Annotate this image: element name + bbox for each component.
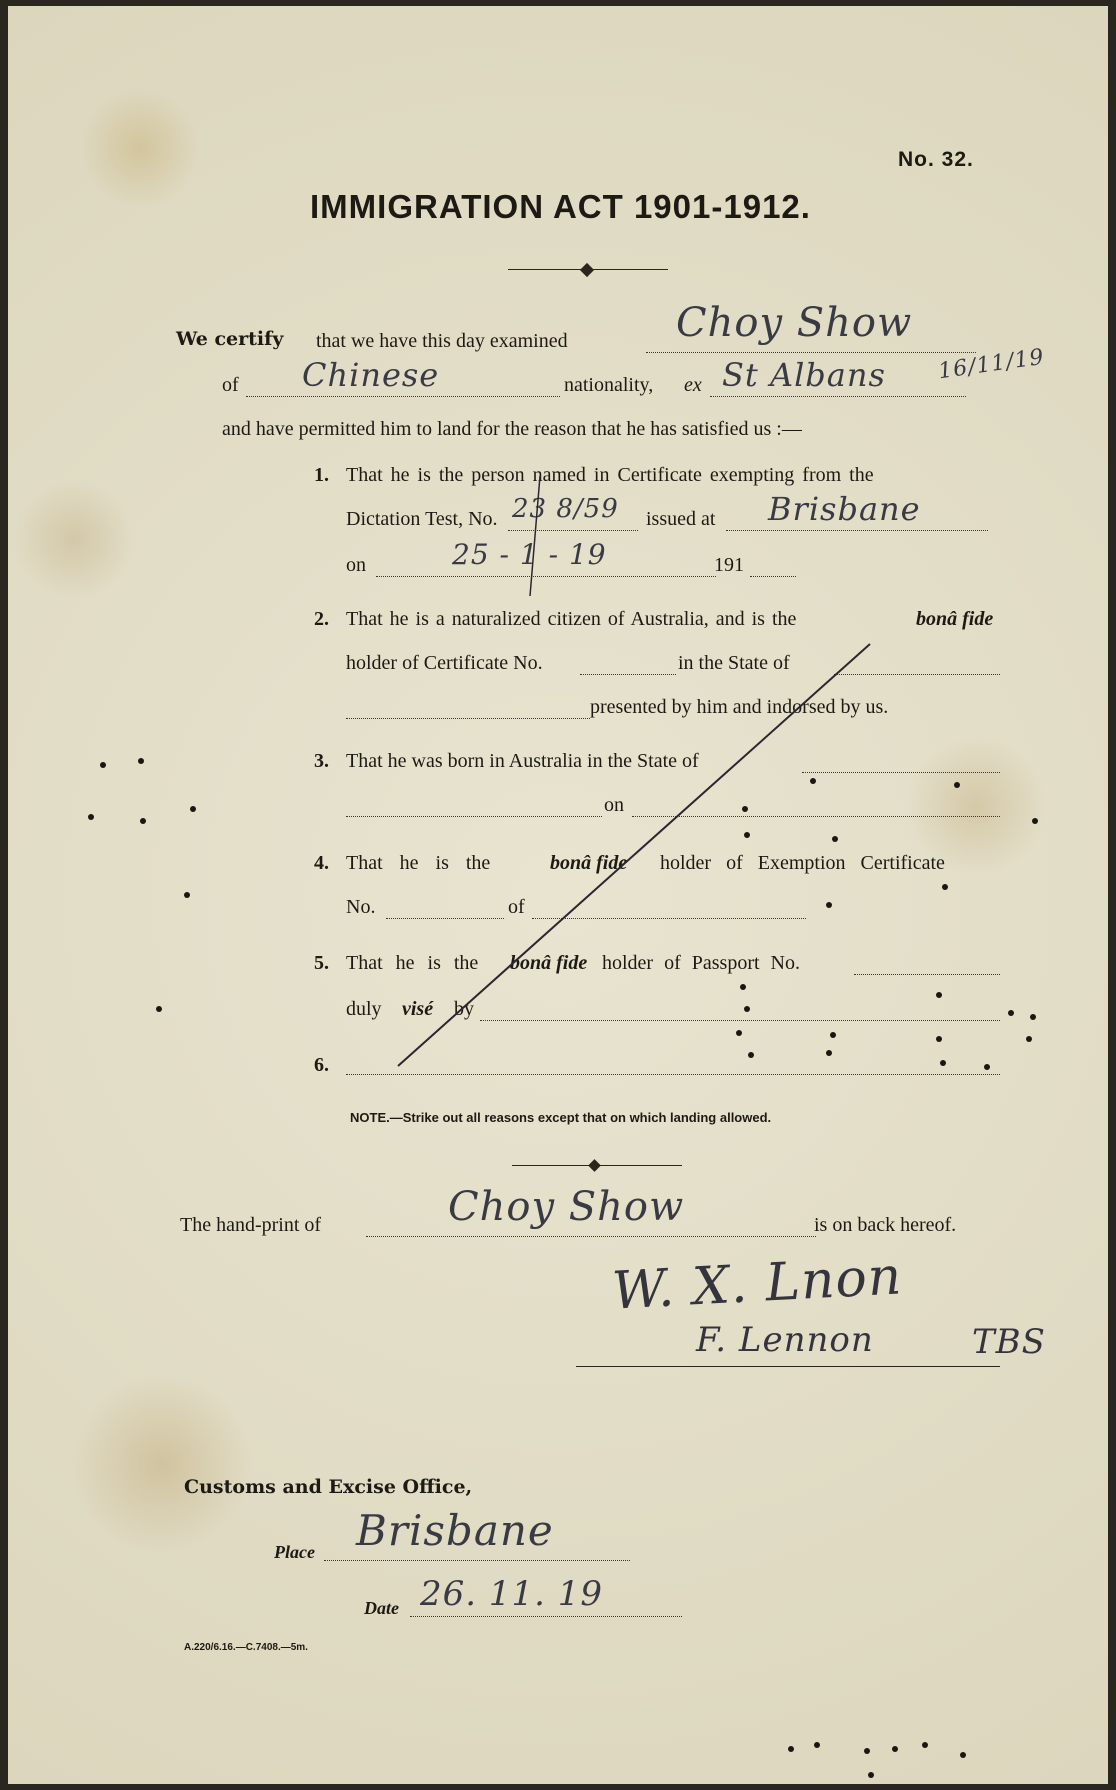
reason3-line1: That he was born in Australia in the State of <box>346 750 699 772</box>
passport-no-line <box>854 974 1000 975</box>
note <box>350 1110 771 1125</box>
place-label: Place <box>274 1542 315 1562</box>
place-value: Brisbane <box>356 1506 554 1555</box>
reason2-line3: presented by him and indorsed by us. <box>590 696 889 718</box>
on-line <box>376 576 716 577</box>
reason4-no-label: No. <box>346 896 376 918</box>
form-number: No. 32. <box>898 148 974 171</box>
reason1-issued-at-label: issued at <box>646 508 716 530</box>
reason2-line1: That he is a naturalized citizen of Australia, and is the <box>346 608 797 630</box>
reason2-bona-fide: bonâ fide <box>916 608 994 630</box>
handprint-line <box>366 1236 816 1237</box>
reason4-line1-a: That he is the <box>346 852 491 874</box>
title-ornament <box>508 264 668 276</box>
date-label: Date <box>364 1598 399 1618</box>
reason1-line1: That he is the person named in Certificate exempting from the <box>346 464 874 486</box>
reason1-on-label: on <box>346 554 366 576</box>
reason5-line1-a: That he is the <box>346 952 479 974</box>
reason5-by-label: by <box>454 998 474 1020</box>
reason2-number: 2. <box>314 608 329 630</box>
reason4-no-line <box>386 918 504 919</box>
reason4-line1-b: holder of Exemption Certificate <box>660 852 945 874</box>
reason6-number: 6. <box>314 1054 329 1076</box>
signature-line <box>576 1366 1000 1367</box>
nationality-value: Chinese <box>302 356 440 394</box>
cert-no-line <box>508 530 638 531</box>
reason1-year-suffix: 191 <box>714 554 744 576</box>
intro-line3: and have permitted him to land for the reason that he has satisfied us :— <box>222 418 802 440</box>
reason3-on-label: on <box>604 794 624 816</box>
reason5-duly-label: duly <box>346 998 382 1020</box>
reason5-vise-label: visé <box>402 998 434 1020</box>
nationality-line <box>246 396 560 397</box>
reason1-on-value: 25 - 1 - 19 <box>452 538 607 571</box>
signature-initials: TBS <box>972 1322 1046 1362</box>
printer-code: A.220/6.16.—C.7408.—5m. <box>184 1642 308 1653</box>
signature-upper: W. X. Lnon <box>610 1246 904 1322</box>
reason1-cert-no: 23 8/59 <box>512 494 619 524</box>
nationality-label: nationality, <box>564 374 654 396</box>
handprint-prefix: The hand-print of <box>180 1214 322 1236</box>
examined-line <box>646 352 976 353</box>
reason1-line2-prefix: Dictation Test, No. <box>346 508 498 530</box>
reason5-number: 5. <box>314 952 329 974</box>
ship-date: 16/11/19 <box>936 344 1047 385</box>
reason2-cert-line <box>580 674 676 675</box>
reason2-blank-line <box>346 718 590 719</box>
reason5-bona-fide: bonâ fide <box>510 952 588 974</box>
ship-line <box>710 396 966 397</box>
reason6-line <box>346 1074 1000 1075</box>
intro-line1-text: that we have this day examined <box>316 330 568 352</box>
reason3-state-line <box>802 772 1000 773</box>
document-title: IMMIGRATION ACT 1901-1912. <box>310 188 811 225</box>
ex-label: ex <box>684 374 702 396</box>
signature-lower: F. Lennon <box>696 1320 874 1360</box>
handprint-name: Choy Show <box>448 1184 685 1230</box>
reason1-number: 1. <box>314 464 329 486</box>
reason3-on-line <box>632 816 1000 817</box>
reason4-of-label: of <box>508 896 525 918</box>
note-text: —Strike out all reasons except that on which landing allowed. <box>389 1110 772 1125</box>
section-ornament <box>512 1160 682 1172</box>
reason2-line2-b: in the State of <box>678 652 790 674</box>
reason2-line2-a: holder of Certificate No. <box>346 652 543 674</box>
reason3-number: 3. <box>314 750 329 772</box>
issued-at-line <box>726 530 988 531</box>
certificate-page <box>8 6 1108 1784</box>
we-certify-label: We certify <box>176 328 284 350</box>
year-line <box>750 576 796 577</box>
reason5-by-line <box>480 1020 1000 1021</box>
ship-value: St Albans <box>722 356 886 394</box>
reason3-blank-line <box>346 816 602 817</box>
reason4-bona-fide: bonâ fide <box>550 852 628 874</box>
handprint-suffix: is on back hereof. <box>814 1214 957 1236</box>
place-line <box>324 1560 630 1561</box>
reason2-state-line <box>834 674 1000 675</box>
of-label: of <box>222 374 239 396</box>
date-value: 26. 11. 19 <box>420 1574 604 1614</box>
reason1-issued-at-value: Brisbane <box>768 490 921 528</box>
reason4-of-line <box>532 918 806 919</box>
note-label: NOTE. <box>350 1110 390 1125</box>
date-line <box>410 1616 682 1617</box>
reason5-line1-b: holder of Passport No. <box>602 952 800 974</box>
office-title: Customs and Excise Office, <box>184 1476 473 1498</box>
reason4-number: 4. <box>314 852 329 874</box>
examined-name: Choy Show <box>676 300 913 346</box>
